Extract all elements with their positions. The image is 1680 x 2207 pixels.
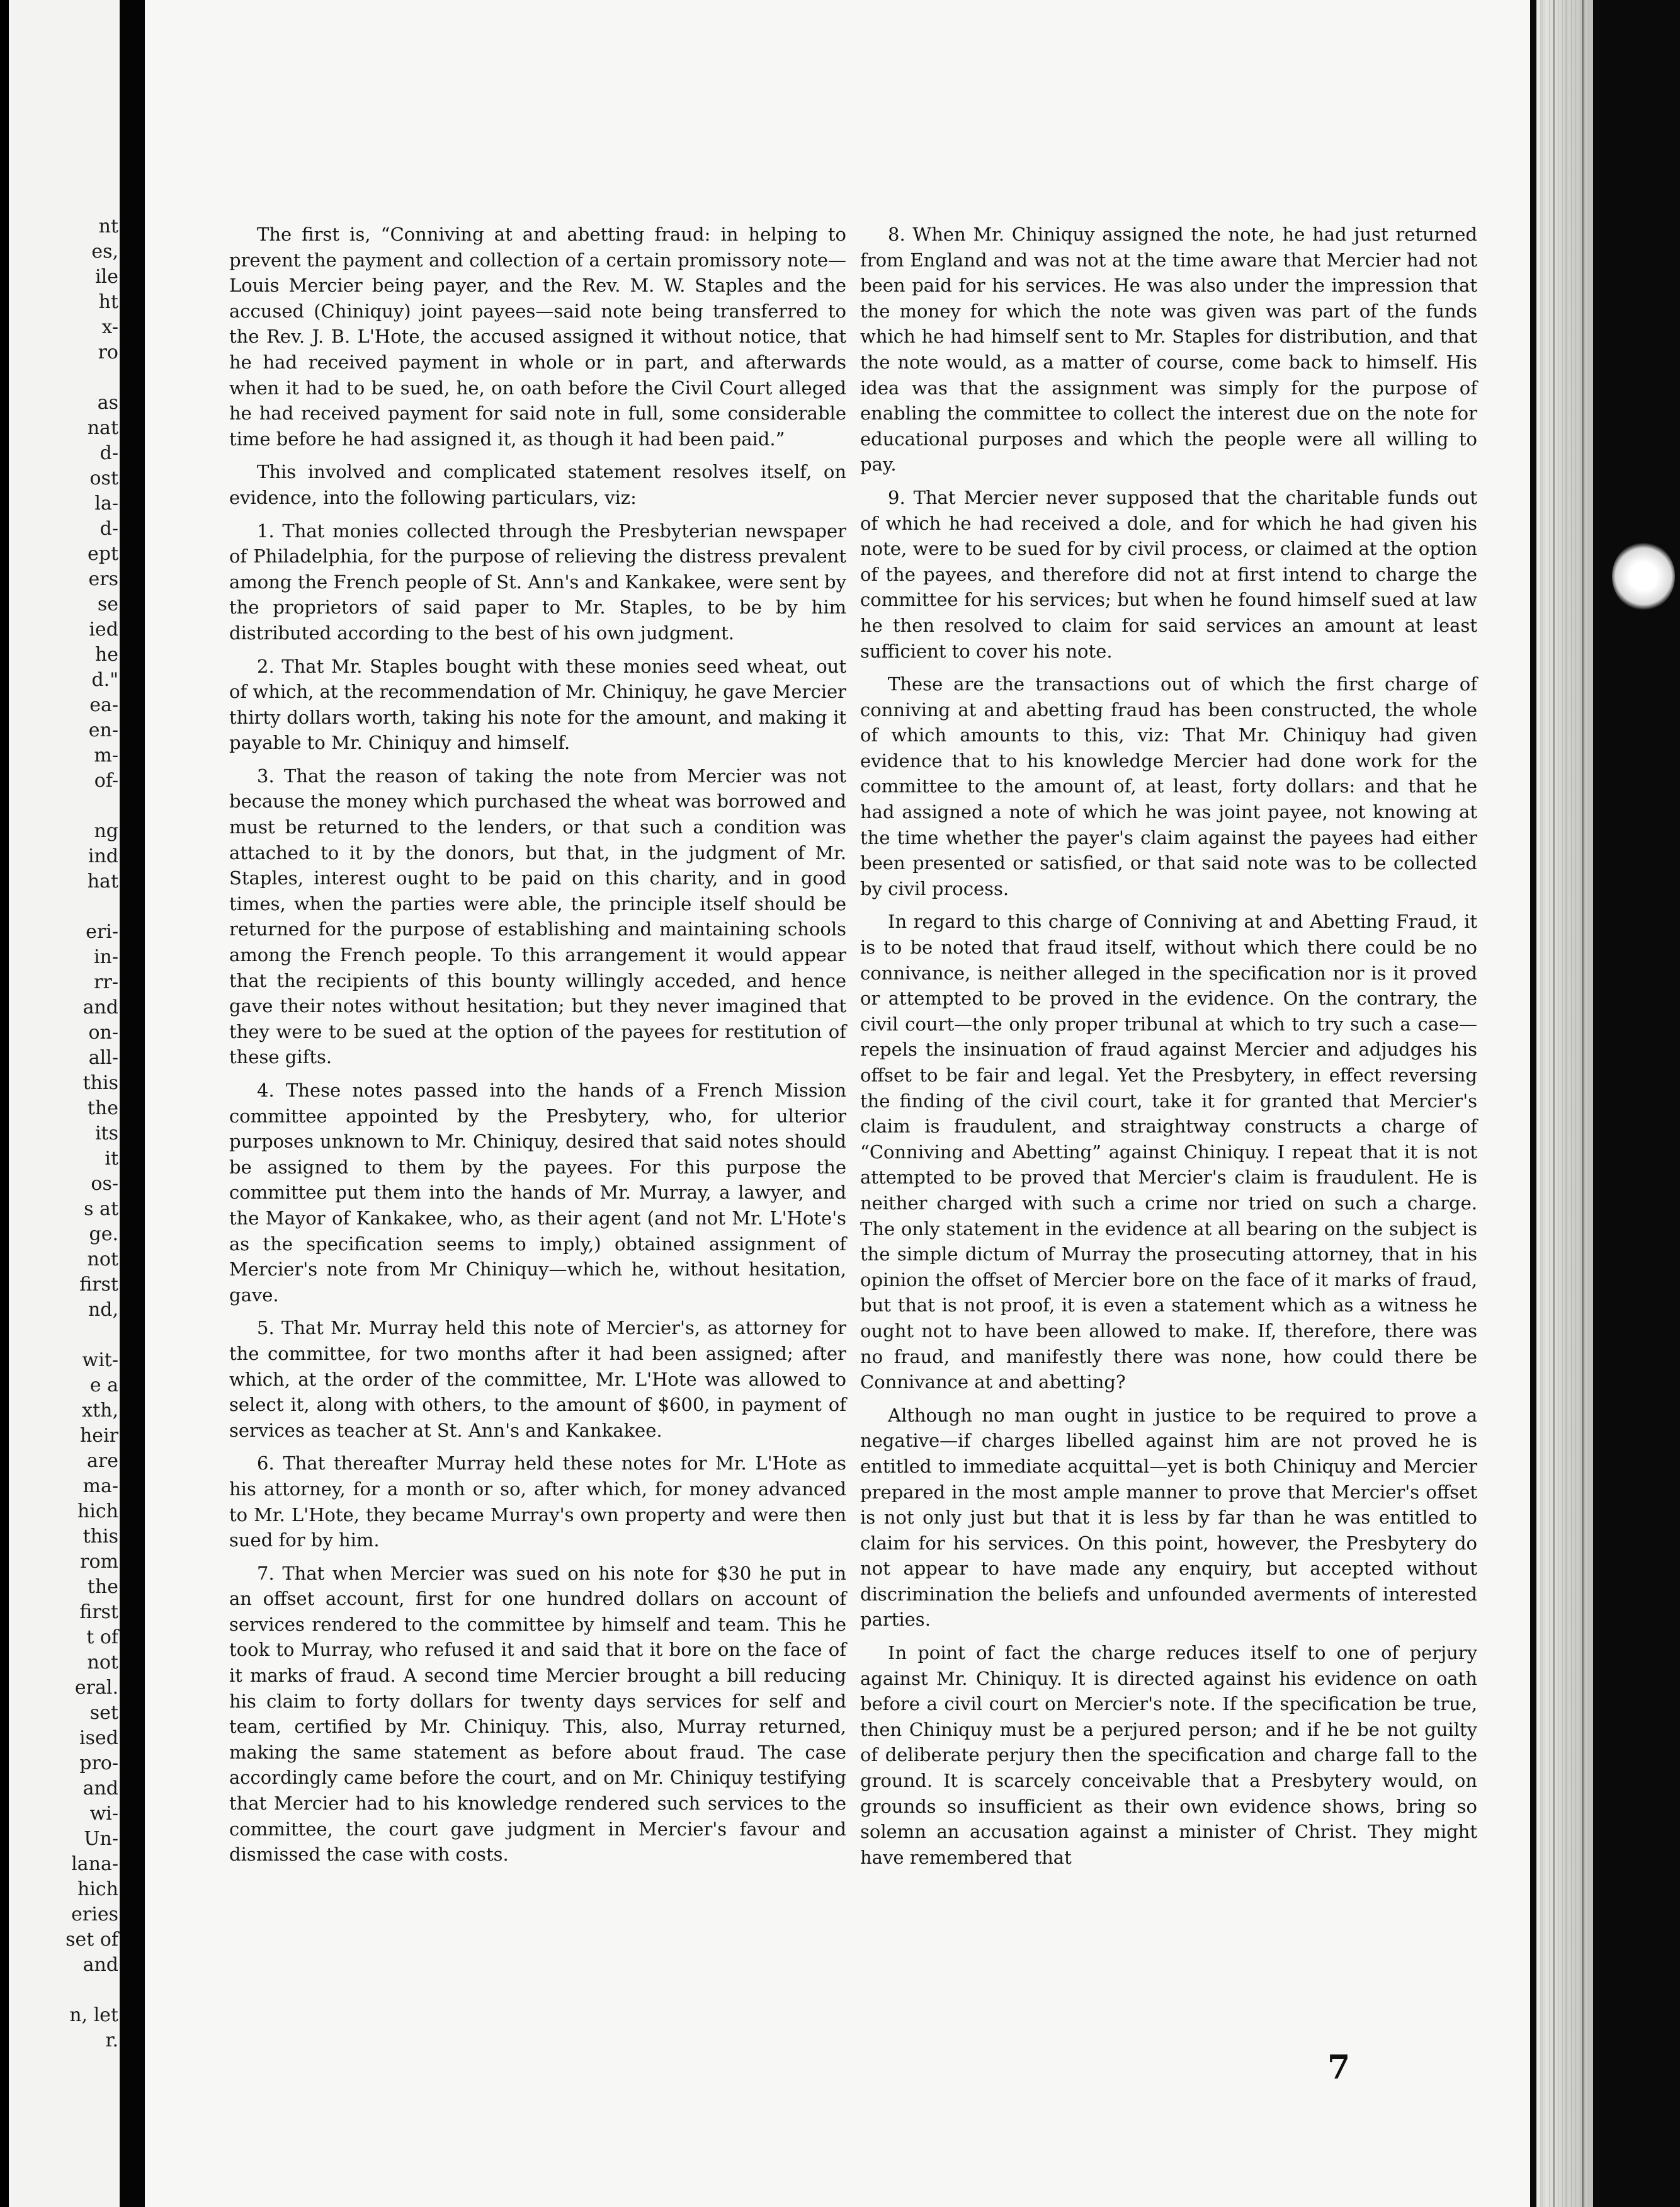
previous-page-fragment: ge. bbox=[89, 1223, 118, 1245]
page-stack-line bbox=[1541, 0, 1543, 2207]
previous-page-fragment: and bbox=[82, 996, 118, 1018]
previous-page-fragment: nt bbox=[98, 215, 118, 237]
paragraph-item-5: 5. That Mr. Murray held this note of Mercier's, as attorney for the committee, for two months after it had been assigned; after which, at the order of the committee, Mr. L'Hote was allowed to select it, along with others, to the amount of $600, in payment of services as teacher at St. Ann's and Kankakee. bbox=[229, 1317, 846, 1441]
page bbox=[145, 0, 1530, 2207]
previous-page-fragment: os- bbox=[91, 1173, 118, 1195]
previous-page-fragment-lines bbox=[9, 214, 120, 2053]
previous-page-fragment: ised bbox=[79, 1727, 118, 1749]
previous-page-fragment: ht bbox=[98, 291, 118, 313]
previous-page-fragment: es, bbox=[91, 241, 118, 263]
previous-page-fragment: d- bbox=[99, 518, 118, 540]
paragraph-perjury: In point of fact the charge reduces itself to one of perjury against Mr. Chiniquy. It is directed against his evidence on oath before a civil court on Mercier's note. If the specification be true, then Chiniquy must be a perjured person; and if he be not guilty of deliberate perjury then the specification and charge fall to the ground. It is scarcely conceivable that a Presbytery would, on grounds so insufficient as their own evidence shows, bring so solemn an accusation against a minister of Christ. They might have remembered that bbox=[860, 1642, 1477, 1868]
previous-page-fragment: pro- bbox=[79, 1752, 118, 1774]
previous-page-fragment: ers bbox=[88, 568, 118, 590]
previous-page-fragment: of- bbox=[94, 770, 118, 792]
previous-page-fragment: ost bbox=[89, 467, 118, 489]
previous-page-fragment: d- bbox=[99, 442, 118, 464]
previous-page-fragment: all- bbox=[88, 1047, 118, 1069]
previous-page-fragment: ro bbox=[98, 341, 118, 363]
previous-page-fragment: this bbox=[82, 1526, 118, 1548]
previous-page-fragment: not bbox=[87, 1651, 118, 1674]
previous-page-fragment: are bbox=[87, 1450, 118, 1472]
page-stack-line bbox=[1553, 0, 1555, 2207]
previous-page-fragment: d." bbox=[91, 669, 118, 691]
paragraph-conniving: In regard to this charge of Conniving at and Abetting Fraud, it is to be noted that fraud itself, without which there could be no connivance, is neither alleged in the specification nor is it proved or attempted to be proved in the evidence. On the contrary, the civil court—the only proper tribunal at which to try such a case—repels the insinuation of fraud against Mercier and adjudges his offset to be fair and legal. Yet the Presbytery, in effect reversing the finding of the civil court, take it for granted that Mercier's claim is fraudulent, and straightway constructs a charge of “Conniving and Abetting” against Chiniquy. I repeat that it is not attempted to be proved that Mercier's claim is fraudulent. He is neither charged with such a crime nor tried on such a charge. The only statement in the evidence at all bearing on the subject is the simple dictum of Murray the prosecuting attorney, that in his opinion the offset of Mercier bore on the face of it marks of fraud, but that is not proof, it is even a statement which as a witness he ought not to have been allowed to make. If, therefore, there was no fraud, and manifestly there was none, how could there be Connivance at and abetting? bbox=[860, 911, 1477, 1393]
previous-page-fragment: ile bbox=[95, 266, 118, 288]
paragraph-item-7: 7. That when Mercier was sued on his note for $30 he put in an offset account, first for one hundred dollars on account of services rendered to the committee by himself and team. This he took to Murray, who refused it and said that it bore on the face of it marks of fraud. A second time Mercier brought a bill reducing his claim to forty dollars for twenty days services for self and team, certified by Mr. Chiniquy. This, also, Murray returned, making the same statement as before about fraud. The case accordingly came before the court, and on Mr. Chiniquy testifying that Mercier had to his knowledge rendered such services to the committee, the court gave judgment in Mercier's favour and dismissed the case with costs. bbox=[229, 1562, 846, 1866]
book-gutter bbox=[120, 0, 145, 2207]
previous-page-fragment bbox=[9, 365, 120, 391]
paragraph-item-3: 3. That the reason of taking the note from Mercier was not because the money which purchased the wheat was borrowed and must be returned to the lenders, or that such a condition was attached to it by the donors, but that, in the judgment of Mr. Staples, interest ought to be paid on this charity, and in good times, when the parties were able, the principle itself should be returned for the purpose of establishing and maintaining schools among the French people. To this arrangement it would appear that the recipients of this bounty willingly acceded, and hence gave their notes without hesitation; but they never imagined that they were to be sued at the option of the payees for restitution of these gifts. bbox=[229, 765, 846, 1068]
paragraph-item-9: 9. That Mercier never supposed that the charitable funds out of which he had received a dole, and for which he had given his note, were to be sued for by civil process, or claimed at the option of the payees, and therefore did not at first intend to charge the committee for his services; but when he found himself sued at law he then resolved to claim for said services an amount at least sufficient to cover his note. bbox=[860, 486, 1477, 662]
previous-page-fragment: hich bbox=[77, 1878, 118, 1900]
previous-page-fragment bbox=[9, 794, 120, 819]
previous-page-fragment: n, let bbox=[69, 2004, 118, 2026]
previous-page-fragment: on- bbox=[88, 1022, 118, 1044]
previous-page-fragment: x- bbox=[101, 316, 118, 338]
previous-page-edge bbox=[9, 0, 120, 2207]
page-stack-line bbox=[1565, 0, 1567, 2207]
previous-page-fragment: en- bbox=[88, 719, 118, 741]
previous-page-fragment: the bbox=[87, 1576, 118, 1598]
previous-page-fragment: wit- bbox=[82, 1349, 118, 1371]
previous-page-fragment: eri- bbox=[86, 921, 118, 943]
paragraph-item-2: 2. That Mr. Staples bought with these monies seed wheat, out of which, at the recommendation of Mr. Chiniquy, he gave Mercier thirty dollars worth, taking his note for the amount, and making it payable to Mr. Chiniquy and himself. bbox=[229, 655, 846, 754]
previous-page-fragment: hich bbox=[77, 1500, 118, 1522]
paragraph-item-1: 1. That monies collected through the Presbyterian newspaper of Philadelphia, for the purpose of relieving the distress prevalent among the French people of St. Ann's and Kankakee, were sent by the proprietors of said paper to Mr. Staples, to be by him distributed according to the best of his own judgment. bbox=[229, 520, 846, 644]
previous-page-fragment: he bbox=[94, 644, 118, 666]
previous-page-fragment: xth, bbox=[82, 1400, 118, 1422]
previous-page-fragment: this bbox=[82, 1072, 118, 1094]
previous-page-fragment bbox=[9, 1323, 120, 1348]
previous-page-fragment: ied bbox=[89, 619, 118, 641]
previous-page-fragment: as bbox=[97, 392, 118, 414]
previous-page-fragment: ept bbox=[87, 543, 118, 565]
previous-page-fragment: r. bbox=[105, 2029, 118, 2051]
previous-page-fragment: nat bbox=[87, 417, 118, 439]
previous-page-fragment: and bbox=[82, 1777, 118, 1799]
previous-page-fragment: not bbox=[87, 1248, 118, 1270]
paragraph-item-8: 8. When Mr. Chiniquy assigned the note, he had just returned from England and was not at the time aware that Mercier had not been paid for his services. He was also under the impression that the money for which the note was given was part of the funds which he had himself sent to Mr. Staples for distribution, and that the note would, as a matter of course, come back to himself. His idea was that the assignment was simply for the purpose of enabling the committee to collect the interest due on the note for educational purposes and which the people were all willing to pay. bbox=[860, 224, 1477, 476]
previous-page-fragment: la- bbox=[94, 493, 118, 515]
scan-blemish bbox=[1612, 542, 1675, 611]
previous-page-fragment: t of bbox=[86, 1626, 118, 1648]
previous-page-fragment: heir bbox=[79, 1425, 118, 1447]
previous-page-fragment: first bbox=[79, 1274, 118, 1296]
previous-page-fragment: ind bbox=[88, 845, 118, 867]
previous-page-fragment: e a bbox=[89, 1374, 118, 1396]
paragraph-transactions: These are the transactions out of which the first charge of conniving at and abetting fraud has been constructed, the whole of which amounts to this, viz: That Mr. Chiniquy had given evidence that to his knowledge Mercier had done work for the committee to the amount of, at least, forty dollars: and that he had assigned a note of which he was joint payee, not knowing at the time whether the payer's claim against the payees had either been presented or satisfied, or that said note was to be collected by civil process. bbox=[860, 673, 1477, 899]
page-number: 7 bbox=[1327, 2048, 1351, 2087]
previous-page-fragment: m- bbox=[94, 744, 118, 767]
right-column bbox=[860, 222, 1477, 1870]
paragraph-negative: Although no man ought in justice to be required to prove a negative—if charges libelled against him are not proved he is entitled to immediate acquittal—yet is both Chiniquy and Mercier prepared in the most ample manner to prove that Mercier's offset is not only just but that it is less by far than he was entitled to claim for his services. On this point, however, the Presbytery do not appear to have made any enquiry, but accepted without discrimination the beliefs and unfounded averments of interested parties. bbox=[860, 1404, 1477, 1631]
previous-page-fragment: ng bbox=[94, 820, 118, 842]
paragraph-item-4: 4. These notes passed into the hands of a French Mission committee appointed by the Presbytery, who, for ulterior purposes unknown to Mr. Chiniquy, desired that said notes should be assigned to them by the payees. For this purpose the committee put them into the hands of Mr. Murray, a lawyer, and the Mayor of Kankakee, who, as their agent (and not Mr. L'Hote's as the specification seems to imply,) obtained assignment of Mercier's note from Mr Chiniquy—which he, without hesitation, gave. bbox=[229, 1080, 846, 1306]
previous-page-fragment: it bbox=[105, 1148, 118, 1170]
previous-page-fragment: wi- bbox=[89, 1803, 118, 1825]
previous-page-fragment: first bbox=[79, 1601, 118, 1623]
previous-page-fragment: Un- bbox=[84, 1828, 118, 1850]
previous-page-fragment: the bbox=[87, 1097, 118, 1119]
left-column bbox=[229, 222, 846, 1868]
previous-page-fragment: lana- bbox=[71, 1853, 118, 1875]
paragraph-item-6: 6. That thereafter Murray held these notes for Mr. L'Hote as his attorney, for a month or so, after which, for money advanced to Mr. L'Hote, they became Murray's own property and were then sued for by him. bbox=[229, 1452, 846, 1551]
previous-page-fragment: set bbox=[89, 1702, 118, 1724]
previous-page-fragment: s at bbox=[84, 1198, 118, 1220]
paragraph-particulars-intro: This involved and complicated statement resolves itself, on evidence, into the following particulars, viz: bbox=[229, 461, 846, 508]
previous-page-fragment: eral. bbox=[74, 1677, 118, 1699]
page-stack-lines bbox=[1536, 0, 1593, 2207]
paragraph-first-charge: The first is, “Conniving at and abetting fraud: in helping to prevent the payment and collection of a certain promissory note—Louis Mercier being payer, and the Rev. M. W. Staples and the accused (Chiniquy) joint payees—said note being transferred to the Rev. J. B. L'Hote, the accused assigned it without notice, that he had received payment in whole or in part, and afterwards when it had to be sued, he, on oath before the Civil Court alleged he had received payment for said note in full, some considerable time before he had assigned it, as though it had been paid.” bbox=[229, 224, 846, 450]
previous-page-fragment: eries bbox=[71, 1903, 118, 1925]
previous-page-fragment: and bbox=[82, 1954, 118, 1976]
previous-page-fragment: in- bbox=[93, 946, 118, 968]
previous-page-fragment: its bbox=[94, 1122, 118, 1144]
previous-page-fragment: rom bbox=[80, 1551, 118, 1573]
previous-page-fragment bbox=[9, 894, 120, 920]
previous-page-fragment: se bbox=[97, 593, 118, 615]
page-stack-line bbox=[1582, 0, 1584, 2207]
previous-page-fragment: set of bbox=[65, 1929, 118, 1951]
previous-page-fragment: nd, bbox=[88, 1299, 118, 1321]
previous-page-fragment: rr- bbox=[94, 971, 118, 993]
previous-page-fragment: ea- bbox=[89, 694, 118, 716]
previous-page-fragment bbox=[9, 1978, 120, 2003]
left-margin-shadow bbox=[0, 0, 9, 2207]
previous-page-fragment: hat bbox=[87, 870, 118, 892]
previous-page-fragment: ma- bbox=[82, 1475, 118, 1497]
